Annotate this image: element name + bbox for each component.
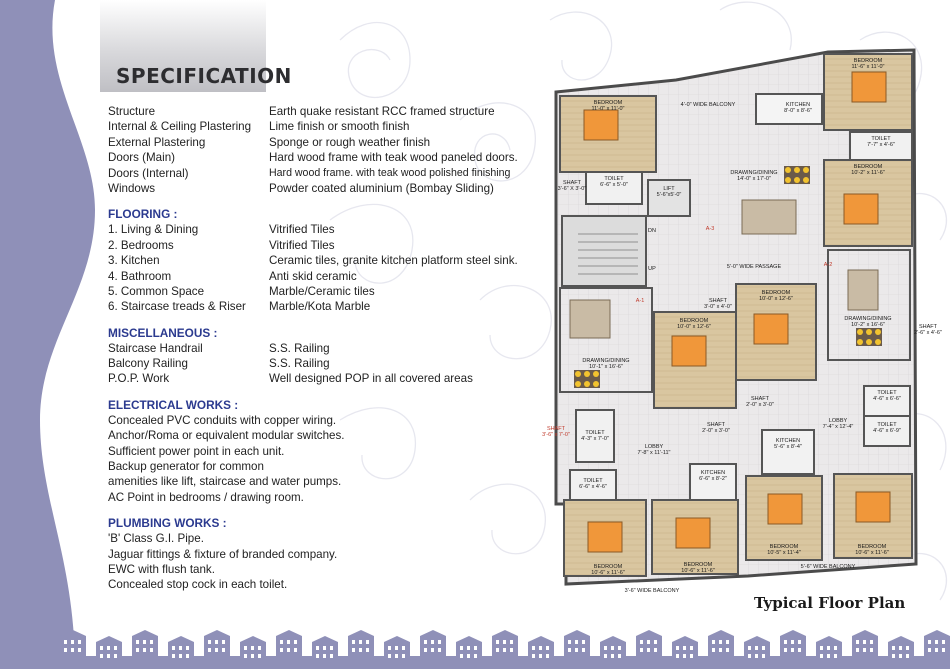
skyline-window bbox=[863, 648, 866, 652]
electrical-line: Concealed PVC conduits with copper wiring. bbox=[108, 413, 337, 427]
skyline-window bbox=[798, 648, 801, 652]
plan-shaft-c-dim: 3'-0" x 4'-0" bbox=[704, 304, 732, 310]
flooring-label: 3. Kitchen bbox=[108, 254, 160, 268]
plan-shaft-cl: SHAFT bbox=[706, 422, 726, 428]
plan-shaft-c: SHAFT bbox=[708, 298, 728, 304]
skyline-window bbox=[431, 648, 434, 652]
plan-bed-c: BEDROOM bbox=[761, 290, 791, 296]
misc-row bbox=[108, 371, 548, 386]
plan-toilet-r2: TOILET bbox=[877, 390, 897, 396]
left-wave-band bbox=[0, 0, 120, 669]
skyline-window bbox=[611, 654, 614, 658]
plan-shaft-l: SHAFT bbox=[546, 426, 566, 432]
flooring-row bbox=[108, 299, 548, 314]
flooring-label: 4. Bathroom bbox=[108, 269, 172, 283]
plan-shaft-tl: SHAFT bbox=[562, 180, 582, 186]
plan-lobby-l: LOBBY bbox=[644, 444, 664, 450]
plan-kitchen-c: KITCHEN bbox=[775, 438, 801, 444]
skyline-window bbox=[64, 648, 67, 652]
skyline-window bbox=[294, 648, 297, 652]
skyline-window bbox=[244, 646, 247, 650]
skyline-window bbox=[150, 648, 153, 652]
flooring-label: 1. Living & Dining bbox=[108, 223, 199, 237]
plan-toilet-tl-dim: 6'-6" x 5'-0" bbox=[600, 182, 628, 188]
plumbing-line: Jaguar fittings & fixture of branded company. bbox=[108, 547, 338, 561]
skyline-window bbox=[395, 654, 398, 658]
skyline-window bbox=[942, 640, 945, 644]
skyline-window bbox=[330, 654, 333, 658]
skyline-window bbox=[892, 654, 895, 658]
flooring-value: Marble/Ceramic tiles bbox=[269, 284, 375, 298]
skyline-window bbox=[654, 648, 657, 652]
plan-toilet-bl: TOILET bbox=[583, 478, 603, 484]
skyline-window bbox=[532, 646, 535, 650]
skyline-window bbox=[280, 648, 283, 652]
plan-bed-cl: BEDROOM bbox=[679, 318, 709, 324]
plan-kitchen-c-dim: 5'-6" x 8'-4" bbox=[774, 444, 802, 450]
skyline-window bbox=[172, 654, 175, 658]
skyline-window bbox=[676, 646, 679, 650]
skyline-window bbox=[719, 648, 722, 652]
skyline-window bbox=[438, 640, 441, 644]
skyline-window bbox=[647, 640, 650, 644]
skyline-window bbox=[683, 646, 686, 650]
skyline-window bbox=[316, 654, 319, 658]
skyline-window bbox=[424, 648, 427, 652]
skyline-window bbox=[172, 646, 175, 650]
plan-a1: A-1 bbox=[635, 298, 645, 304]
skyline-window bbox=[856, 648, 859, 652]
skyline-window bbox=[330, 646, 333, 650]
flooring-row bbox=[108, 222, 548, 237]
skyline-window bbox=[906, 646, 909, 650]
plan-shaft-cr: SHAFT bbox=[750, 396, 770, 402]
skyline-window bbox=[899, 646, 902, 650]
skyline-window bbox=[359, 640, 362, 644]
spec-row-doors-main bbox=[108, 150, 548, 165]
skyline-window bbox=[366, 648, 369, 652]
plan-toilet-tr-dim: 7'-7" x 4'-6" bbox=[867, 142, 895, 148]
plan-a2: A-2 bbox=[823, 262, 833, 268]
misc-value: Well designed POP in all covered areas bbox=[269, 372, 473, 386]
skyline-window bbox=[78, 648, 81, 652]
spec-label: Structure bbox=[108, 105, 156, 118]
plan-bed-r-dim: 10'-2" x 11'-6" bbox=[851, 170, 885, 176]
skyline-window bbox=[388, 646, 391, 650]
skyline-window bbox=[726, 640, 729, 644]
flooring-value: Marble/Kota Marble bbox=[269, 300, 371, 314]
skyline-window bbox=[402, 646, 405, 650]
skyline-window bbox=[467, 654, 470, 658]
skyline-window bbox=[640, 640, 643, 644]
skyline-window bbox=[179, 654, 182, 658]
misc-value: S.S. Railing bbox=[269, 357, 330, 371]
plan-bed-br: BEDROOM bbox=[857, 544, 887, 550]
plan-passage: 5'-0" WIDE PASSAGE bbox=[726, 264, 782, 270]
skyline-window bbox=[496, 648, 499, 652]
plan-bed-bl-dim: 10'-6" x 11'-6" bbox=[591, 570, 625, 576]
skyline-window bbox=[71, 640, 74, 644]
skyline-window bbox=[568, 640, 571, 644]
skyline-window bbox=[388, 654, 391, 658]
spec-value: Hard wood frame. with teak wood polished finishing bbox=[269, 166, 511, 179]
plan-bed-bcr: BEDROOM bbox=[769, 544, 799, 550]
skyline-window bbox=[114, 646, 117, 650]
skyline-window bbox=[294, 640, 297, 644]
plan-dn: DN bbox=[648, 228, 656, 234]
electrical-line: amenities like lift, staircase and water pumps. bbox=[108, 475, 342, 489]
skyline-window bbox=[762, 654, 765, 658]
skyline-window bbox=[618, 654, 621, 658]
skyline-window bbox=[251, 646, 254, 650]
spec-row-external-plastering bbox=[108, 135, 548, 150]
skyline-window bbox=[906, 654, 909, 658]
skyline-window bbox=[287, 640, 290, 644]
flooring-label: 6. Staircase treads & Riser bbox=[108, 300, 246, 314]
skyline-window bbox=[503, 648, 506, 652]
plan-shaft-tl-dim: 3'-6" X 3'-0" bbox=[557, 186, 587, 192]
plan-lobby-r: LOBBY bbox=[828, 418, 848, 424]
plan-bed-r: BEDROOM bbox=[853, 164, 883, 170]
plan-toilet-bl-dim: 6'-6" x 4'-6" bbox=[579, 484, 607, 490]
skyline-window bbox=[575, 640, 578, 644]
skyline-window bbox=[467, 646, 470, 650]
skyline-window bbox=[71, 648, 74, 652]
skyline-window bbox=[460, 646, 463, 650]
plan-shaft-r-dim: 2'-6" x 4'-6" bbox=[914, 330, 942, 336]
skyline-window bbox=[604, 646, 607, 650]
skyline-window bbox=[611, 646, 614, 650]
spec-value: Lime finish or smooth finish bbox=[269, 120, 410, 134]
page-title: SPECIFICATION bbox=[116, 64, 292, 88]
electrical-heading: ELECTRICAL WORKS : bbox=[108, 397, 239, 412]
spec-row-doors-internal bbox=[108, 166, 548, 181]
skyline-window bbox=[892, 646, 895, 650]
flooring-row bbox=[108, 284, 548, 299]
skyline-window bbox=[208, 648, 211, 652]
skyline-window bbox=[438, 648, 441, 652]
skyline-window bbox=[654, 640, 657, 644]
skyline-window bbox=[690, 654, 693, 658]
skyline-window bbox=[604, 654, 607, 658]
skyline-window bbox=[834, 646, 837, 650]
electrical-line: AC Point in bedrooms / drawing room. bbox=[108, 490, 304, 504]
skyline-window bbox=[546, 646, 549, 650]
misc-label: Balcony Railing bbox=[108, 357, 188, 371]
spec-value: Sponge or rough weather finish bbox=[269, 135, 431, 149]
plan-kitchen-l-dim: 6'-6" x 8'-2" bbox=[699, 476, 727, 482]
skyline-window bbox=[78, 640, 81, 644]
misc-row bbox=[108, 356, 548, 371]
skyline-window bbox=[222, 640, 225, 644]
flooring-row bbox=[108, 238, 548, 253]
skyline-window bbox=[136, 648, 139, 652]
skyline-window bbox=[352, 648, 355, 652]
skyline-window bbox=[798, 640, 801, 644]
flooring-value: Vitrified Tiles bbox=[269, 238, 335, 252]
misc-label: P.O.P. Work bbox=[108, 372, 170, 386]
plan-toilet-l: TOILET bbox=[585, 430, 605, 436]
plan-bed-br-dim: 10'-6" x 11'-6" bbox=[855, 550, 889, 556]
plan-balcony-top: 4'-0" WIDE BALCONY bbox=[680, 102, 736, 108]
skyline-window bbox=[510, 640, 513, 644]
plan-shaft-l-dim: 3'-6" x 7'-0" bbox=[542, 432, 570, 438]
skyline-window bbox=[712, 648, 715, 652]
plan-toilet-r2-dim: 4'-6" x 6'-6" bbox=[873, 396, 901, 402]
skyline-window bbox=[575, 648, 578, 652]
skyline-window bbox=[208, 640, 211, 644]
skyline-window bbox=[827, 654, 830, 658]
skyline-window bbox=[676, 654, 679, 658]
flooring-label: 2. Bedrooms bbox=[108, 238, 174, 252]
skyline-window bbox=[582, 640, 585, 644]
miscellaneous-heading: MISCELLANEOUS : bbox=[108, 325, 218, 340]
skyline-window bbox=[474, 646, 477, 650]
skyline-window bbox=[366, 640, 369, 644]
skyline-window bbox=[712, 640, 715, 644]
floor-plan bbox=[542, 44, 942, 600]
plan-drawing-top-dim: 14'-0" x 17'-0" bbox=[737, 176, 771, 182]
skyline-window bbox=[539, 646, 542, 650]
plan-bed-tr: BEDROOM bbox=[853, 58, 883, 64]
flooring-heading: FLOORING : bbox=[108, 207, 178, 222]
skyline-window bbox=[539, 654, 542, 658]
skyline-window bbox=[136, 640, 139, 644]
flooring-value: Vitrified Tiles bbox=[269, 223, 335, 237]
skyline-window bbox=[532, 654, 535, 658]
plan-toilet-tr: TOILET bbox=[871, 136, 891, 142]
plan-up: UP bbox=[648, 266, 656, 272]
spec-label: Doors (Main) bbox=[108, 151, 175, 165]
skyline-window bbox=[784, 640, 787, 644]
skyline-window bbox=[424, 640, 427, 644]
skyline-window bbox=[402, 654, 405, 658]
plan-shaft-cl-dim: 2'-0" x 3'-0" bbox=[702, 428, 730, 434]
misc-row bbox=[108, 341, 548, 356]
skyline-window bbox=[856, 640, 859, 644]
spec-row-internal-plastering bbox=[108, 119, 548, 134]
skyline-window bbox=[258, 654, 261, 658]
misc-label: Staircase Handrail bbox=[108, 341, 203, 355]
spec-label: Doors (Internal) bbox=[108, 166, 189, 180]
skyline-window bbox=[820, 646, 823, 650]
skyline-window bbox=[431, 640, 434, 644]
skyline-window bbox=[762, 646, 765, 650]
skyline-window bbox=[546, 654, 549, 658]
skyline-window bbox=[323, 646, 326, 650]
plan-balcony-br: 5'-6" WIDE BALCONY bbox=[800, 564, 856, 570]
skyline-window bbox=[791, 648, 794, 652]
skyline-window bbox=[107, 654, 110, 658]
skyline-window bbox=[150, 640, 153, 644]
skyline-window bbox=[935, 648, 938, 652]
plan-shaft-cr-dim: 2'-0" x 3'-0" bbox=[746, 402, 774, 408]
plan-shaft-r: SHAFT bbox=[918, 324, 938, 330]
skyline-window bbox=[359, 648, 362, 652]
skyline-window bbox=[510, 648, 513, 652]
skyline-window bbox=[748, 654, 751, 658]
skyline-border bbox=[0, 620, 950, 669]
spec-label: External Plastering bbox=[108, 135, 206, 149]
skyline-window bbox=[496, 640, 499, 644]
plan-bed-bc-dim: 10'-6" x 11'-6" bbox=[681, 568, 715, 574]
skyline-window bbox=[755, 654, 758, 658]
skyline-window bbox=[755, 646, 758, 650]
plan-kitchen-tr-dim: 8'-0" x 8'-6" bbox=[784, 108, 812, 114]
skyline-window bbox=[899, 654, 902, 658]
skyline-window bbox=[870, 648, 873, 652]
plan-drawing-top: DRAWING/DINING bbox=[730, 170, 778, 176]
plumbing-line: Concealed stop cock in each toilet. bbox=[108, 578, 288, 592]
skyline-window bbox=[618, 646, 621, 650]
skyline-window bbox=[582, 648, 585, 652]
plan-kitchen-l: KITCHEN bbox=[700, 470, 726, 476]
skyline-window bbox=[719, 640, 722, 644]
skyline-window bbox=[748, 646, 751, 650]
skyline-window bbox=[568, 648, 571, 652]
skyline-window bbox=[215, 648, 218, 652]
skyline-window bbox=[863, 640, 866, 644]
skyline-window bbox=[640, 648, 643, 652]
skyline-window bbox=[323, 654, 326, 658]
plumbing-line: 'B' Class G.I. Pipe. bbox=[108, 532, 204, 546]
skyline-window bbox=[287, 648, 290, 652]
plan-bed-tr-dim: 11'-6" x 11'-0" bbox=[851, 64, 885, 70]
skyline-window bbox=[834, 654, 837, 658]
spec-value: Earth quake resistant RCC framed structure bbox=[269, 105, 495, 118]
plan-drawing-l-dim: 10'-1" x 16'-6" bbox=[589, 364, 623, 370]
spec-value: Hard wood frame with teak wood paneled doors. bbox=[269, 151, 518, 165]
skyline-window bbox=[503, 640, 506, 644]
skyline-window bbox=[215, 640, 218, 644]
plan-toilet-r3: TOILET bbox=[877, 422, 897, 428]
plan-drawing-r-dim: 10'-2" x 16'-6" bbox=[851, 322, 885, 328]
skyline-window bbox=[928, 648, 931, 652]
plan-bed-bl: BEDROOM bbox=[593, 564, 623, 570]
skyline-window bbox=[791, 640, 794, 644]
plumbing-line: EWC with flush tank. bbox=[108, 562, 215, 576]
spec-label: Windows bbox=[108, 181, 156, 195]
plan-lift-dim: 5'-6"x5'-0" bbox=[656, 192, 682, 198]
plan-toilet-l-dim: 4'-3" x 7'-0" bbox=[581, 436, 609, 442]
skyline-window bbox=[395, 646, 398, 650]
skyline-window bbox=[647, 648, 650, 652]
plan-bed-tl: BEDROOM bbox=[593, 100, 623, 106]
skyline-window bbox=[280, 640, 283, 644]
skyline-window bbox=[474, 654, 477, 658]
skyline-window bbox=[100, 654, 103, 658]
plan-toilet-r3-dim: 4'-6" x 6'-9" bbox=[873, 428, 901, 434]
skyline-window bbox=[251, 654, 254, 658]
skyline-window bbox=[827, 646, 830, 650]
plan-lift: LIFT bbox=[663, 186, 675, 192]
skyline-window bbox=[222, 648, 225, 652]
plan-kitchen-tr: KITCHEN bbox=[785, 102, 811, 108]
skyline-window bbox=[460, 654, 463, 658]
plan-bed-c-dim: 10'-0" x 12'-6" bbox=[759, 296, 793, 302]
spec-value: Powder coated aluminium (Bombay Sliding) bbox=[269, 181, 494, 195]
skyline-window bbox=[935, 640, 938, 644]
plan-lobby-l-dim: 7'-8" x 11'-11" bbox=[637, 450, 671, 456]
plan-drawing-l: DRAWING/DINING bbox=[582, 358, 630, 364]
skyline-window bbox=[64, 640, 67, 644]
skyline-window bbox=[870, 640, 873, 644]
skyline-window bbox=[726, 648, 729, 652]
skyline-window bbox=[179, 646, 182, 650]
electrical-line: Sufficient power point in each unit. bbox=[108, 444, 285, 458]
skyline-window bbox=[820, 654, 823, 658]
skyline-window bbox=[316, 646, 319, 650]
floor-plan-caption: Typical Floor Plan bbox=[754, 594, 906, 612]
plumbing-heading: PLUMBING WORKS : bbox=[108, 516, 227, 531]
plan-lobby-r-dim: 7'-4" x 12'-4" bbox=[822, 424, 854, 430]
flooring-row bbox=[108, 269, 548, 284]
plan-balcony-bl: 3'-6" WIDE BALCONY bbox=[624, 588, 680, 594]
skyline-window bbox=[186, 646, 189, 650]
spec-row-windows bbox=[108, 181, 548, 196]
skyline-window bbox=[258, 646, 261, 650]
flooring-label: 5. Common Space bbox=[108, 284, 205, 298]
plan-toilet-tl: TOILET bbox=[604, 176, 624, 182]
plan-bed-tl-dim: 11'-0" x 11'-0" bbox=[591, 106, 625, 112]
plan-bed-cl-dim: 10'-0" x 12'-6" bbox=[677, 324, 711, 330]
skyline-window bbox=[143, 640, 146, 644]
plan-a3: A-3 bbox=[705, 226, 715, 232]
skyline-window bbox=[244, 654, 247, 658]
flooring-value: Anti skid ceramic bbox=[269, 269, 357, 283]
electrical-line: Backup generator for common bbox=[108, 460, 264, 474]
flooring-row bbox=[108, 253, 548, 268]
skyline-window bbox=[690, 646, 693, 650]
skyline-window bbox=[143, 648, 146, 652]
specification-list bbox=[108, 104, 548, 593]
skyline-window bbox=[186, 654, 189, 658]
skyline-window bbox=[100, 646, 103, 650]
plan-bed-bc: BEDROOM bbox=[683, 562, 713, 568]
skyline-window bbox=[107, 646, 110, 650]
plan-bed-bcr-dim: 10'-5" x 11'-4" bbox=[767, 550, 801, 556]
skyline-window bbox=[928, 640, 931, 644]
plan-drawing-r: DRAWING/DINING bbox=[844, 316, 892, 322]
skyline-window bbox=[683, 654, 686, 658]
spec-row-structure bbox=[108, 104, 548, 119]
skyline-window bbox=[784, 648, 787, 652]
electrical-line: Anchor/Roma or equivalent modular switches. bbox=[108, 429, 345, 443]
misc-value: S.S. Railing bbox=[269, 341, 330, 355]
flooring-value: Ceramic tiles, granite kitchen platform steel sink. bbox=[269, 254, 518, 268]
skyline-window bbox=[114, 654, 117, 658]
spec-label: Internal & Ceiling Plastering bbox=[108, 120, 252, 134]
skyline-window bbox=[942, 648, 945, 652]
skyline-window bbox=[352, 640, 355, 644]
